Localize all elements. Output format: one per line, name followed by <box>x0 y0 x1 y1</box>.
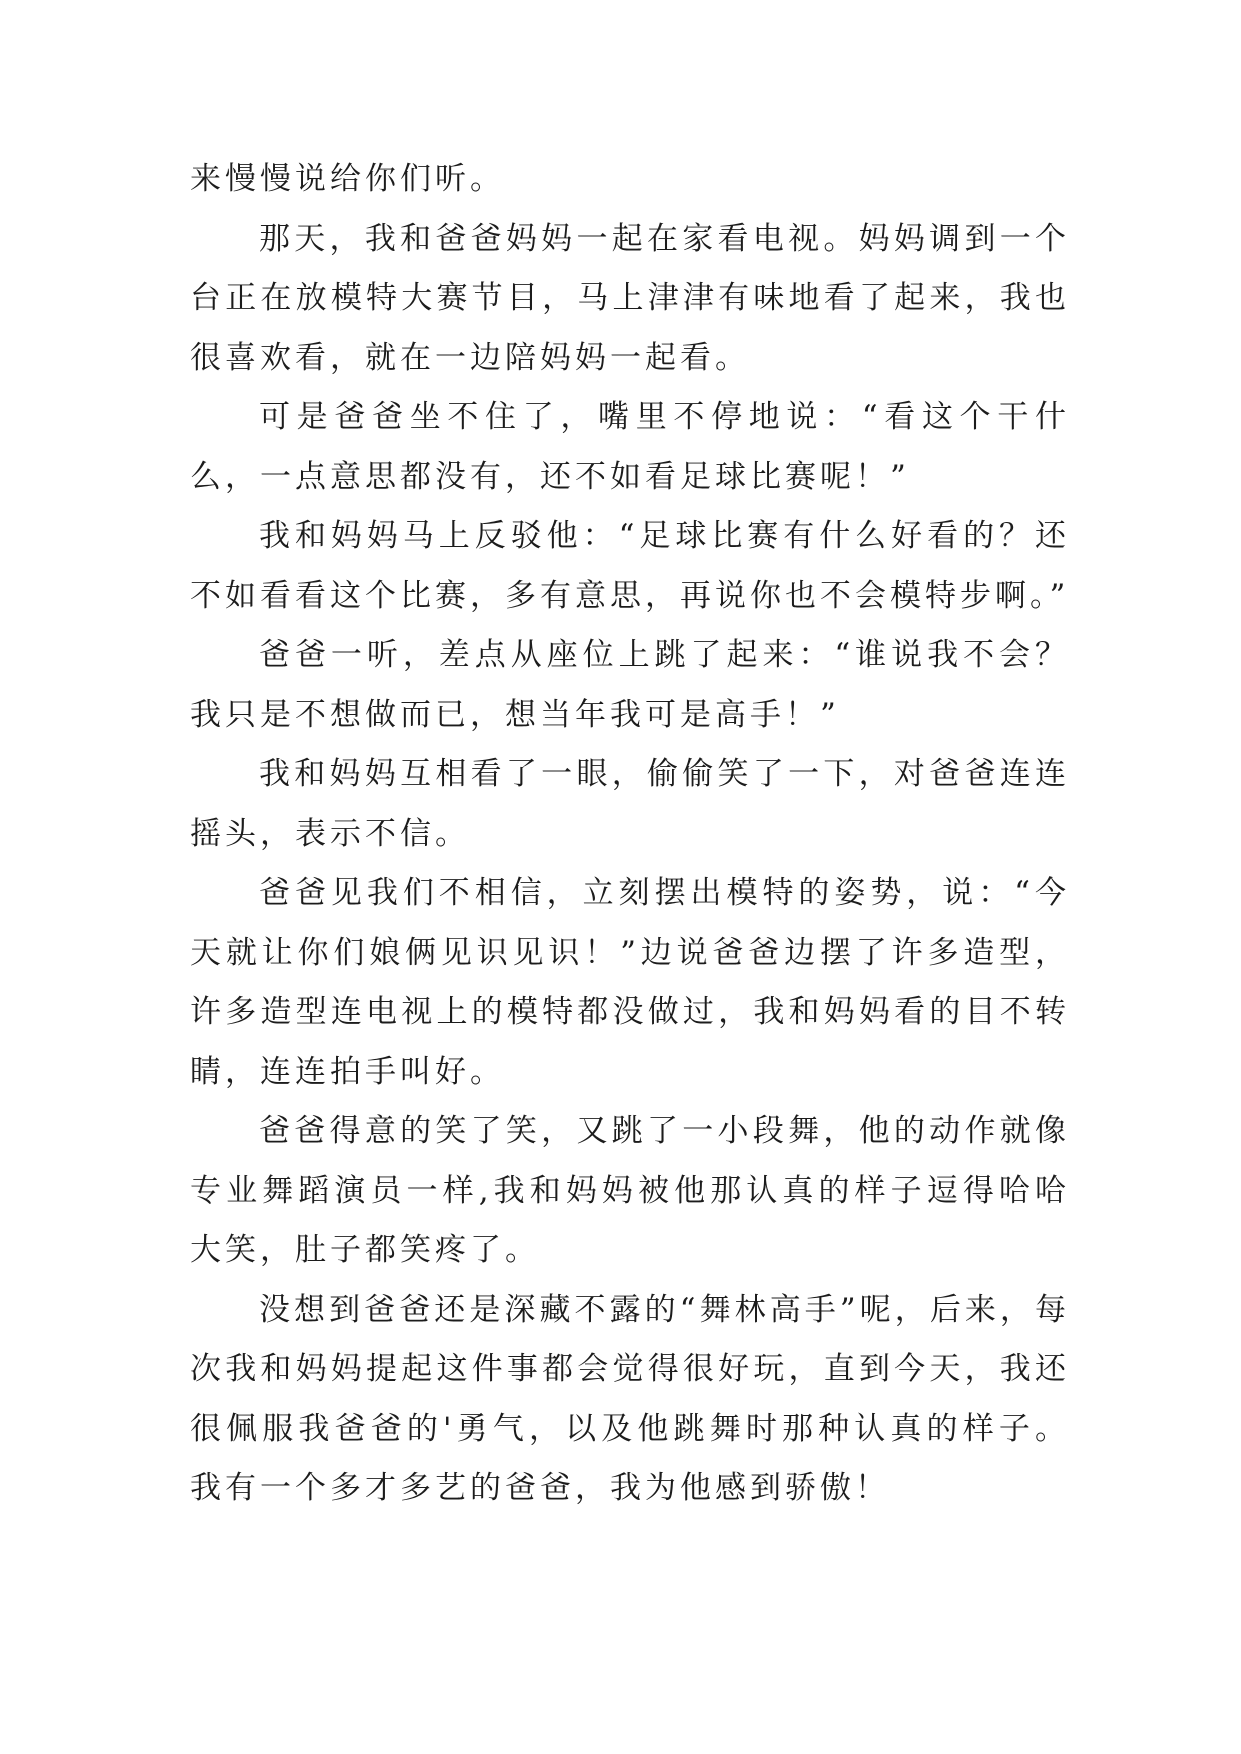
paragraph: 没想到爸爸还是深藏不露的“舞林高手”呢，后来，每次我和妈妈提起这件事都会觉得很好玩，直到今天，我还很佩服我爸爸的'勇气，以及他跳舞时那种认真的样子。我有一个多才多艺的爸爸，我为他感到骄傲！ <box>190 1291 1070 1506</box>
paragraph: 我和妈妈互相看了一眼，偷偷笑了一下，对爸爸连连摇头，表示不信。 <box>190 756 1070 852</box>
paragraph: 爸爸一听，差点从座位上跳了起来：“谁说我不会？我只是不想做而已，想当年我可是高手！” <box>190 637 1070 733</box>
paragraph: 爸爸见我们不相信，立刻摆出模特的姿势，说：“今天就让你们娘俩见识见识！”边说爸爸边摆了许多造型，许多造型连电视上的模特都没做过，我和妈妈看的目不转睛，连连拍手叫好。 <box>190 875 1070 1090</box>
paragraph: 可是爸爸坐不住了，嘴里不停地说：“看这个干什么，一点意思都没有，还不如看足球比赛呢！” <box>190 399 1070 495</box>
paragraph: 我和妈妈马上反驳他：“足球比赛有什么好看的？还不如看看这个比赛，多有意思，再说你也不会模特步啊。” <box>190 518 1070 614</box>
document-body <box>190 150 1070 1519</box>
paragraph: 来慢慢说给你们听。 <box>190 161 505 197</box>
paragraph: 爸爸得意的笑了笑，又跳了一小段舞，他的动作就像专业舞蹈演员一样,我和妈妈被他那认真的样子逗得哈哈大笑，肚子都笑疼了。 <box>190 1113 1070 1268</box>
paragraph: 那天，我和爸爸妈妈一起在家看电视。妈妈调到一个台正在放模特大赛节目，马上津津有味地看了起来，我也很喜欢看，就在一边陪妈妈一起看。 <box>190 220 1070 376</box>
